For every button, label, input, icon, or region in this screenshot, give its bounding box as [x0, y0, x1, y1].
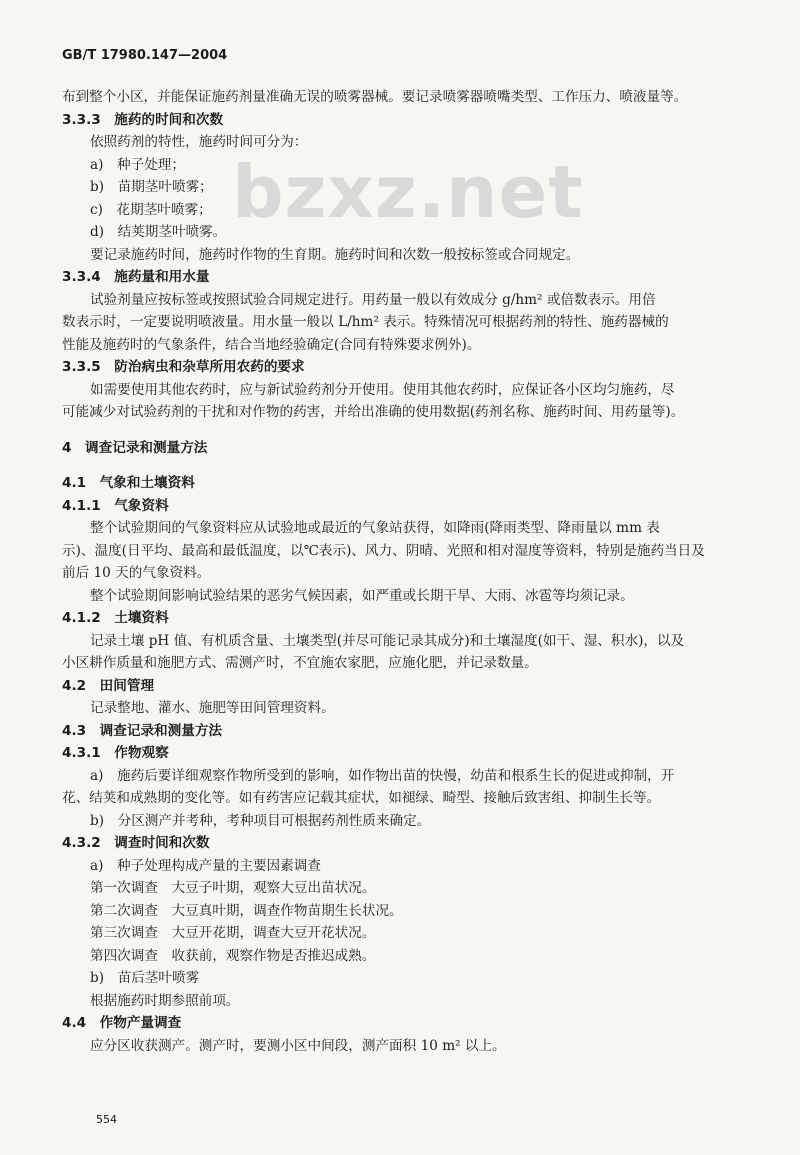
text-line: 应分区收获测产。测产时，要测小区中间段，测产面积 10 m² 以上。 — [90, 1037, 506, 1054]
section-heading-4-3-2: 4.3.2 调查时间和次数 — [62, 835, 210, 851]
text-line: 试验剂量应按标签或按照试验合同规定进行。用药量一般以有效成分 g/hm² 或倍数表示。用倍 — [90, 291, 656, 308]
text-line: 小区耕作质量和施肥方式、需测产时，不宜施农家肥，应施化肥，并记录数量。 — [62, 655, 538, 671]
document-body — [62, 86, 762, 1057]
text-line: 布到整个小区，并能保证施药剂量准确无误的喷雾器械。要记录喷雾器喷嘴类型、工作压力、喷液量等。 — [62, 89, 688, 105]
text-line: 整个试验期间的气象资料应从试验地或最近的气象站获得，如降雨(降雨类型、降雨量以 mm 表 — [90, 520, 660, 536]
text-line: 如需要使用其他农药时，应与新试验药剂分开使用。使用其他农药时，应保证各小区均匀施药，尽 — [90, 381, 675, 398]
survey-line: 第一次调查 大豆子叶期，观察大豆出苗状况。 — [90, 880, 376, 896]
list-item: c) 花期茎叶喷雾； — [90, 201, 212, 218]
text-line: 要记录施药时间，施药时作物的生育期。施药时间和次数一般按标签或合同规定。 — [90, 246, 580, 263]
list-item: a) 种子处理； — [90, 156, 185, 173]
survey-line: 第四次调查 收获前，观察作物是否推迟成熟。 — [90, 947, 376, 964]
text-line: 依照药剂的特性，施药时间可分为： — [90, 134, 308, 150]
list-item: d) 结荚期茎叶喷雾。 — [90, 224, 227, 240]
text-line: 根据施药时期参照前项。 — [90, 992, 240, 1009]
standard-number-header: GB/T 17980.147—2004 — [62, 48, 228, 63]
list-item: a) 施药后要详细观察作物所受到的影响，如作物出苗的快慢，幼苗和根系生长的促进或抑制，开 — [90, 767, 675, 784]
text-line: 整个试验期间影响试验结果的恶劣气候因素，如严重或长期干旱、大雨、冰雹等均须记录。 — [90, 587, 634, 604]
text-line: 可能减少对试验药剂的干扰和对作物的药害，并给出准确的使用数据(药剂名称、施药时间、用药量等)。 — [62, 404, 685, 420]
list-item: b) 苗期茎叶喷雾； — [90, 179, 213, 195]
section-heading-4-2: 4.2 田间管理 — [62, 677, 155, 694]
section-heading-3-3-4: 3.3.4 施药量和用水量 — [62, 269, 210, 285]
text-line: 性能及施药时的气象条件，结合当地经验确定(合同有特殊要求例外)。 — [62, 336, 481, 353]
section-heading-4-1: 4.1 气象和土壤资料 — [62, 475, 195, 491]
list-item: a) 种子处理构成产量的主要因素调查 — [90, 857, 321, 874]
section-heading-4-3-1: 4.3.1 作物观察 — [62, 745, 169, 761]
section-heading-4-1-2: 4.1.2 土壤资料 — [62, 610, 169, 626]
section-heading-4-1-1: 4.1.1 气象资料 — [62, 497, 169, 514]
survey-line: 第三次调查 大豆开花期，调查大豆开花状况。 — [90, 925, 376, 941]
text-line: 示)、温度(日平均、最高和最低温度，以℃表示)、风力、阴晴、光照和相对湿度等资料，特别是施药当日及 — [62, 542, 705, 559]
survey-line: 第二次调查 大豆真叶期，调查作物苗期生长状况。 — [90, 902, 403, 919]
text-line: 前后 10 天的气象资料。 — [62, 565, 211, 581]
list-item: b) 分区测产并考种，考种项目可根据药剂性质来确定。 — [90, 812, 431, 829]
watermark: bzxz.net — [232, 150, 584, 234]
section-heading-4: 4 调查记录和测量方法 — [62, 439, 208, 456]
list-item: b) 苗后茎叶喷雾 — [90, 970, 200, 986]
section-heading-3-3-3: 3.3.3 施药的时间和次数 — [62, 111, 224, 128]
page-number: 554 — [96, 1113, 117, 1126]
text-line: 花、结荚和成熟期的变化等。如有药害应记载其症状，如褪绿、畸型、接触后致害组、抑制生长等。 — [62, 790, 661, 806]
text-line: 数表示时，一定要说明喷液量。用水量一般以 L/hm² 表示。特殊情况可根据药剂的特性、施药器械的 — [62, 314, 669, 330]
text-line: 记录整地、灌水、施肥等田间管理资料。 — [90, 700, 335, 716]
text-line: 记录土壤 pH 值、有机质含量、土壤类型(并尽可能记录其成分)和土壤湿度(如干、湿、积水)，以及 — [90, 632, 685, 649]
section-heading-3-3-5: 3.3.5 防治病虫和杂草所用农药的要求 — [62, 359, 305, 375]
section-heading-4-4: 4.4 作物产量调查 — [62, 1015, 182, 1031]
section-heading-4-3: 4.3 调查记录和测量方法 — [62, 722, 223, 739]
